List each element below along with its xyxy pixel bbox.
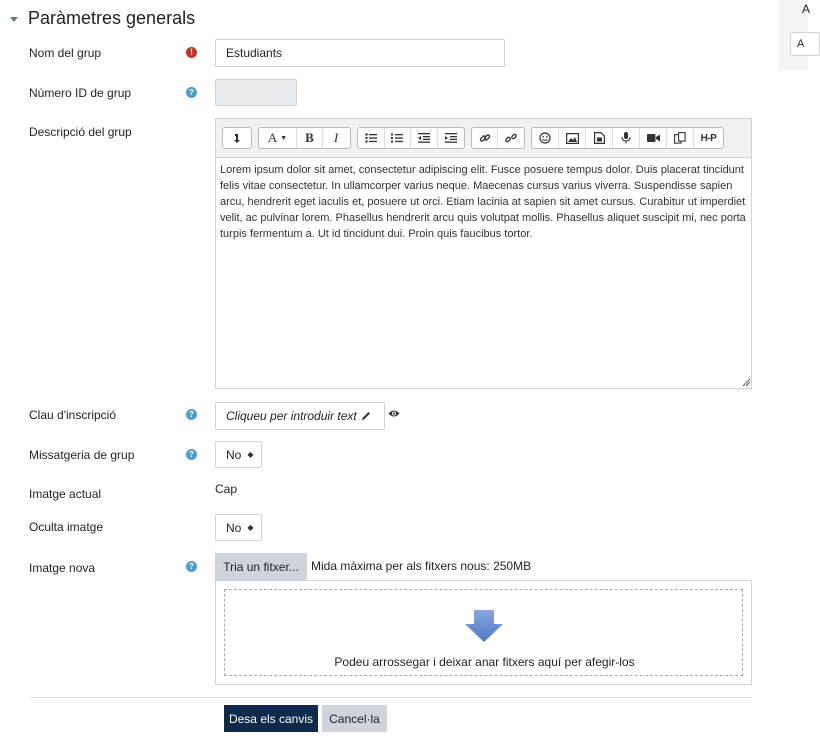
file-drop-zone[interactable] xyxy=(224,589,743,676)
section-title: Paràmetres generals xyxy=(28,8,196,28)
drop-zone-text: Podeu arrossegar i deixar anar fitxers aquí per afegir-los xyxy=(334,655,635,669)
bold-label: B xyxy=(305,130,314,145)
hide-image-label: Oculta imatge xyxy=(29,520,104,534)
enrolment-key-placeholder: Cliqueu per introduir text xyxy=(226,409,357,423)
current-image-value: Cap xyxy=(215,482,238,496)
outdent-icon[interactable] xyxy=(411,128,438,148)
italic-button[interactable] xyxy=(323,128,349,148)
choose-file-label: Tria un fitxer... xyxy=(223,559,299,574)
select-arrows-icon: ◆ xyxy=(247,450,254,459)
required-icon: ! xyxy=(186,47,197,58)
collapse-caret-icon[interactable] xyxy=(10,17,18,22)
toolbar-group-media xyxy=(531,127,724,149)
font-style-label: A xyxy=(267,130,278,145)
hide-image-value: No xyxy=(226,520,242,535)
help-icon[interactable]: ? xyxy=(186,409,197,420)
save-label: Desa els canvis xyxy=(228,711,314,726)
toolbar-group-collapse xyxy=(222,127,252,149)
help-icon[interactable]: ? xyxy=(186,449,197,460)
group-messaging-select[interactable] xyxy=(215,441,262,468)
resize-handle-icon[interactable] xyxy=(742,378,750,386)
indent-icon[interactable] xyxy=(438,128,464,148)
group-name-value: Estudiants xyxy=(226,46,283,60)
choose-file-button[interactable] xyxy=(215,553,307,580)
max-size-text: Mida màxima per als fitxers nous: 250MB xyxy=(311,559,532,573)
form-divider xyxy=(29,697,752,698)
help-icon[interactable]: ? xyxy=(186,561,197,572)
microphone-icon[interactable] xyxy=(613,128,640,148)
editor-toolbar xyxy=(215,118,752,157)
link-icon[interactable] xyxy=(472,128,498,148)
bold-button[interactable] xyxy=(297,128,323,148)
italic-label: I xyxy=(333,130,339,145)
image-icon[interactable] xyxy=(559,128,586,148)
id-number-input[interactable] xyxy=(215,79,297,106)
group-messaging-value: No xyxy=(226,447,242,462)
media-icon[interactable] xyxy=(586,128,613,148)
emoticon-icon[interactable] xyxy=(532,128,559,148)
group-name-input[interactable] xyxy=(215,39,505,67)
collapse-toolbar-icon[interactable] xyxy=(223,128,251,148)
select-arrows-icon: ◆ xyxy=(247,523,254,532)
cancel-label: Cancel·la xyxy=(329,711,380,726)
enrolment-key-label: Clau d'inscripció xyxy=(29,408,116,422)
description-label: Descripció del grup xyxy=(29,125,132,139)
toolbar-group-lists xyxy=(357,127,465,149)
reveal-eye-icon[interactable] xyxy=(388,409,400,418)
copy-paste-icon[interactable] xyxy=(667,128,694,148)
h5p-label: H-P xyxy=(700,132,717,144)
side-panel-letter: A xyxy=(802,2,811,16)
enrolment-key-input[interactable] xyxy=(215,402,385,430)
hide-image-select[interactable] xyxy=(215,514,262,541)
ordered-list-icon[interactable] xyxy=(385,128,412,148)
font-style-button[interactable] xyxy=(259,128,297,148)
font-style-dropdown-icon: ▼ xyxy=(280,134,288,142)
side-panel-input-text: A xyxy=(797,38,805,50)
pencil-icon xyxy=(361,411,371,421)
group-name-label: Nom del grup xyxy=(29,46,102,60)
cancel-button[interactable] xyxy=(322,705,387,732)
description-editor[interactable] xyxy=(215,157,752,389)
new-image-label: Imatge nova xyxy=(29,561,96,575)
file-drop-container xyxy=(215,580,752,685)
video-camera-icon[interactable] xyxy=(640,128,667,148)
download-arrow-icon xyxy=(465,610,503,642)
h5p-button[interactable] xyxy=(694,128,723,148)
side-panel xyxy=(779,0,811,70)
unlink-icon[interactable] xyxy=(498,128,524,148)
section-header[interactable] xyxy=(10,8,195,29)
current-image-label: Imatge actual xyxy=(29,487,102,501)
description-text: Lorem ipsum dolor sit amet, consectetur adipiscing elit. Fusce posuere tempus dolor. Duis placerat tincidunt felis vitae consectetur. In ullamcorper varius neque. Maecenas cursus varius viverra. Suspendisse sapien arcu, hendrerit eget iaculis et, posuere ut orci. Etiam lacinia at sapien sit amet cursus. Curabitur ut imperdiet velit, ac pulvinar lorem. Phasellus hendrerit arcu quis volutpat mollis. Phasellus aliquet suscipit mi, nec porta turpis fermentum a. Ut id tincidunt dui. Proin quis faucibus tortor. xyxy=(220,164,746,240)
unordered-list-icon[interactable] xyxy=(358,128,385,148)
save-button[interactable] xyxy=(224,705,318,732)
group-messaging-label: Missatgeria de grup xyxy=(29,448,135,462)
toolbar-group-links xyxy=(471,127,525,149)
help-icon[interactable]: ? xyxy=(186,87,197,98)
toolbar-group-format xyxy=(258,127,351,149)
id-number-label: Número ID de grup xyxy=(29,86,132,100)
side-panel-input[interactable] xyxy=(790,32,820,56)
